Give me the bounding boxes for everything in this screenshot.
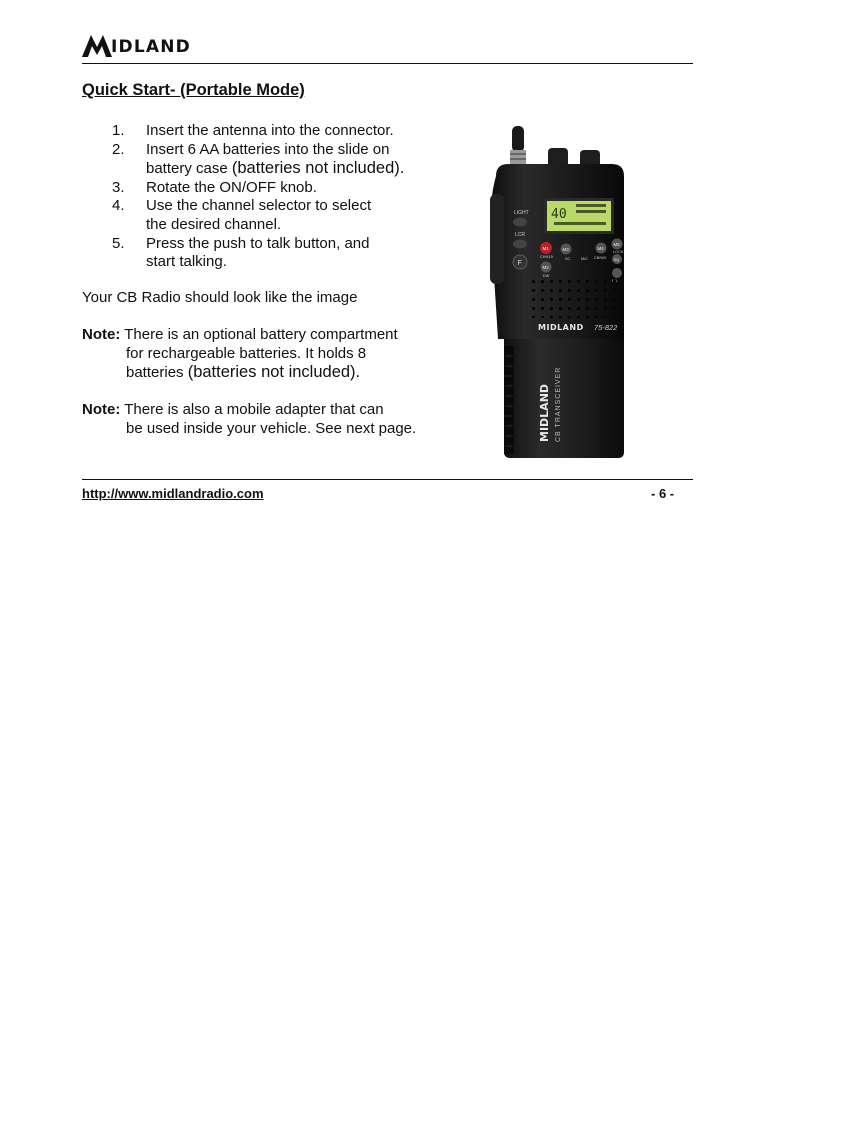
mc-label: M/C (581, 257, 588, 261)
note-text: There is also a mobile adapter that can (120, 401, 384, 418)
page-number: - 6 - (651, 486, 675, 501)
side-label-lcr: LCR (515, 232, 526, 238)
step-number: 4. (112, 197, 125, 215)
note-mobile-adapter (82, 401, 462, 438)
footer-rule (82, 479, 693, 480)
note-optional-battery (82, 326, 462, 383)
ch9-label: CH9/19 (540, 255, 553, 259)
m4-label: M4 (597, 246, 604, 251)
m2-label: M2 (542, 265, 549, 270)
step-text: Rotate the ON/OFF knob. (146, 178, 317, 196)
radio-brand-side: MIDLAND (538, 383, 551, 442)
list-item (112, 141, 452, 179)
note-text-emphasis: (batteries not included). (187, 363, 361, 382)
step-text-emphasis: (batteries not included). (231, 159, 405, 178)
midland-m-logo-icon (82, 35, 112, 57)
side-label-light: LIGHT (514, 210, 529, 216)
lcd-channel: 40 (551, 207, 567, 222)
step-text: Use the channel selector to select (146, 197, 372, 215)
sc-label: SC (565, 257, 571, 261)
list-item (112, 197, 452, 234)
list-item (112, 235, 452, 272)
step-text: Insert 6 AA batteries into the slide on (146, 140, 390, 158)
note-text: batteries (126, 364, 188, 382)
radio-brand-front: MIDLAND (538, 323, 584, 332)
look-paragraph: Your CB Radio should look like the image (82, 289, 358, 306)
m1-label: M1 (542, 246, 549, 251)
list-item (112, 122, 452, 141)
step-text: Press the push to talk button, and (146, 234, 370, 252)
cbwx-label: CB/WX (594, 256, 607, 260)
logo-text: IDLAND (111, 37, 191, 57)
light-button (513, 218, 527, 227)
note-text: for rechargeable batteries. It holds 8 (126, 344, 367, 362)
f-button-label: F (517, 260, 522, 267)
lcr-button (513, 240, 527, 249)
battery-pack (504, 339, 624, 458)
step-text: battery case (146, 160, 232, 178)
antenna-connector (510, 150, 526, 164)
cb-radio-image (484, 124, 634, 460)
note-label: Note: (82, 326, 121, 343)
midland-logo (82, 33, 191, 57)
list-item (112, 179, 452, 198)
radio-side-label: CB TRANSCEIVER (555, 366, 562, 442)
speaker-grille (532, 274, 618, 318)
step-number: 1. (112, 122, 125, 139)
lock-label: LOCK (613, 250, 624, 254)
antenna (512, 126, 524, 152)
step-text: start talking. (146, 253, 227, 271)
step-number: 5. (112, 234, 125, 252)
footer-url-link[interactable]: http://www.midlandradio.com (82, 486, 264, 501)
note-text: There is an optional battery compartment (120, 326, 398, 343)
step-number: 2. (112, 140, 125, 158)
radio-model: 75-822 (594, 323, 618, 332)
step-text: Insert the antenna into the connector. (146, 122, 394, 139)
sq-label: SQ (613, 257, 620, 262)
step-number: 3. (112, 178, 125, 196)
note-text: be used inside your vehicle. See next page. (126, 419, 417, 437)
steps-list (112, 122, 452, 272)
header-rule (82, 63, 693, 64)
page-title: Quick Start- (Portable Mode) (82, 81, 305, 99)
step-text: the desired channel. (146, 215, 282, 233)
note-label: Note: (82, 401, 121, 418)
m3-label: M3 (562, 247, 569, 252)
m5-label: M5 (613, 242, 620, 247)
